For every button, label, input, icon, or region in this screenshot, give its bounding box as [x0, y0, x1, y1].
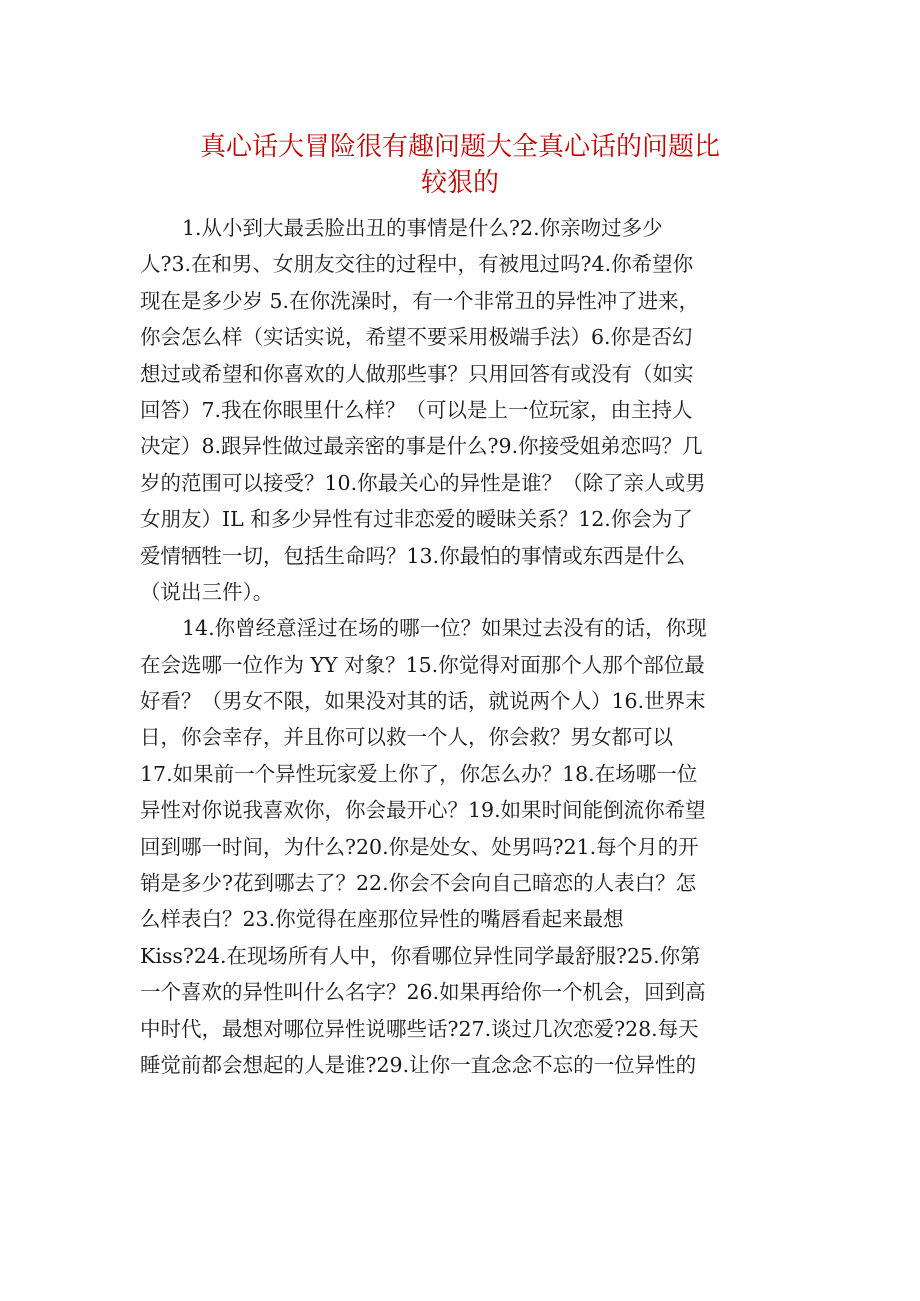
text-line: 人?3.在和男、女朋友交往的过程中，有被甩过吗?4.你希望你 [140, 252, 694, 277]
text-line: 睡觉前都会想起的人是谁?29.让你一直念念不忘的一位异性的 [140, 1052, 697, 1077]
text-line: 日，你会幸存，并且你可以救一个人，你会救？男女都可以 [140, 725, 673, 750]
text-line: 一个喜欢的异性叫什么名字？26.如果再给你一个机会，回到高 [140, 980, 706, 1005]
text-line: 14.你曾经意淫过在场的哪一位？如果过去没有的话，你现 [182, 616, 707, 641]
text-line: 回答）7.我在你眼里什么样？（可以是上一位玩家，由主持人 [140, 397, 693, 422]
text-line: 你会怎么样（实话实说，希望不要采用极端手法）6.你是否幻 [140, 325, 693, 350]
text-line: 销是多少?花到哪去了？22.你会不会向自己暗恋的人表白？怎 [140, 871, 697, 896]
text-line: 岁的范围可以接受？10.你最关心的异性是谁？（除了亲人或男 [140, 470, 706, 495]
text-line: 好看？（男女不限，如果没对其的话，就说两个人）16.世界末 [140, 689, 706, 714]
title-line: 真心话大冒险很有趣问题大全真心话的问题比 [199, 132, 720, 162]
text-line: 么样表白？23.你觉得在座那位异性的嘴唇看起来最想 [140, 907, 624, 932]
text-line: 中时代，最想对哪位异性说哪些话?27.谈过几次恋爱?28.每天 [140, 1016, 699, 1041]
text-line: 女朋友）IL 和多少异性有过非恋爱的暧昧关系？12.你会为了 [140, 507, 693, 532]
text-line: 17.如果前一个异性玩家爱上你了，你怎么办？18.在场哪一位 [140, 761, 698, 786]
document-body [140, 210, 780, 1083]
paragraph [140, 210, 780, 610]
text-line: 现在是多少岁 5.在你洗澡时，有一个非常丑的异性冲了进来， [140, 288, 700, 313]
paragraph [140, 610, 780, 1083]
text-line: 决定）8.跟异性做过最亲密的事是什么?9.你接受姐弟恋吗？几 [140, 434, 703, 459]
title-line: 较狠的 [420, 168, 499, 199]
text-line: 想过或希望和你喜欢的人做那些事？只用回答有或没有（如实 [140, 361, 694, 386]
text-line: 异性对你说我喜欢你，你会最开心？19.如果时间能倒流你希望 [140, 798, 706, 823]
text-line: 爱情牺牲一切，包括生命吗？13.你最怕的事情或东西是什么 [140, 543, 686, 568]
text-line: 1.从小到大最丢脸出丑的事情是什么?2.你亲吻过多少 [182, 216, 663, 240]
text-line: Kiss?24.在现场所有人中，你看哪位异性同学最舒服?25.你第 [140, 943, 701, 968]
text-line: 回到哪一时间，为什么?20.你是处女、处男吗?21.每个月的开 [140, 834, 699, 859]
text-line: （说出三件）。 [140, 579, 274, 604]
text-line: 在会选哪一位作为 YY 对象？15.你觉得对面那个人那个部位最 [140, 652, 705, 677]
document-title [140, 128, 780, 201]
